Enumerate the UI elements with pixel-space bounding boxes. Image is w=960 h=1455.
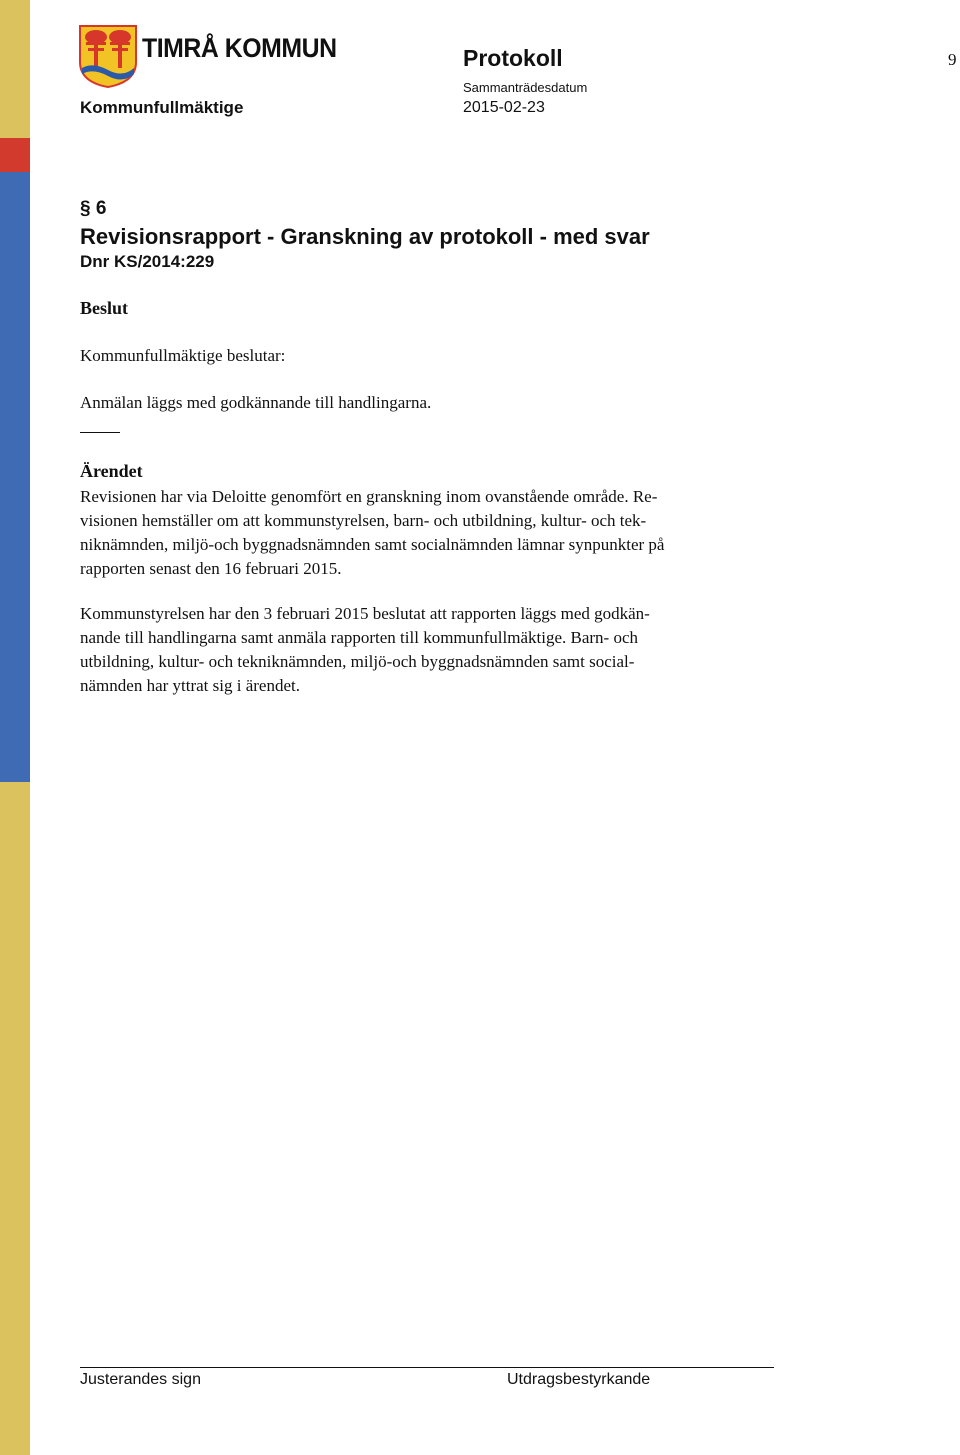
timra-coat-of-arms-icon [78, 24, 138, 88]
section-number-value: 6 [95, 198, 107, 219]
side-stripe-yellow-bottom [0, 782, 30, 1455]
logo-text: TIMRÅ KOMMUN [142, 33, 337, 63]
separator-line [80, 432, 120, 433]
paragraph-line: utbildning, kultur- och tekniknämnden, miljö-och byggnadsnämnden samt social- [80, 652, 635, 671]
beslut-intro: Kommunfullmäktige beslutar: [80, 346, 286, 365]
paragraph-line: nande till handlingarna samt anmäla rapporten till kommunfullmäktige. Barn- och [80, 628, 639, 647]
page-number: 9 [948, 50, 957, 69]
case-number: Dnr KS/2014:229 [80, 252, 215, 271]
side-stripe-yellow-top [0, 0, 30, 138]
signature-label-left: Justerandes sign [80, 1371, 201, 1388]
meeting-date-label: Sammanträdesdatum [463, 80, 588, 95]
side-stripe-red [0, 138, 30, 172]
beslut-heading: Beslut [80, 298, 129, 318]
paragraph-line: rapporten senast den 16 februari 2015. [80, 559, 342, 578]
section-symbol: § [80, 198, 91, 219]
arendet-paragraph-1 [80, 485, 780, 581]
arendet-paragraph-2 [80, 602, 780, 698]
paragraph-line: niknämnden, miljö-och byggnadsnämnden samt socialnämnden lämnar synpunkter på [80, 535, 665, 554]
section-title: Revisionsrapport - Granskning av protokoll - med svar [80, 224, 650, 249]
signature-line [80, 1367, 774, 1368]
paragraph-line: nämnden har yttrat sig i ärendet. [80, 676, 300, 695]
paragraph-line: visionen hemställer om att kommunstyrelsen, barn- och utbildning, kultur- och tek- [80, 511, 647, 530]
committee-name: Kommunfullmäktige [80, 98, 244, 117]
arendet-heading: Ärendet [80, 461, 143, 481]
meeting-date: 2015-02-23 [463, 99, 545, 116]
signature-label-right: Utdragsbestyrkande [507, 1371, 651, 1388]
side-stripe-blue [0, 172, 30, 782]
paragraph-line: Revisionen har via Deloitte genomfört en granskning inom ovanstående område. Re- [80, 487, 658, 506]
paragraph-line: Kommunstyrelsen har den 3 februari 2015 beslutat att rapporten läggs med godkän- [80, 604, 650, 623]
section-number [80, 198, 106, 220]
document-type: Protokoll [463, 45, 563, 71]
beslut-decision: Anmälan läggs med godkännande till handlingarna. [80, 393, 432, 412]
